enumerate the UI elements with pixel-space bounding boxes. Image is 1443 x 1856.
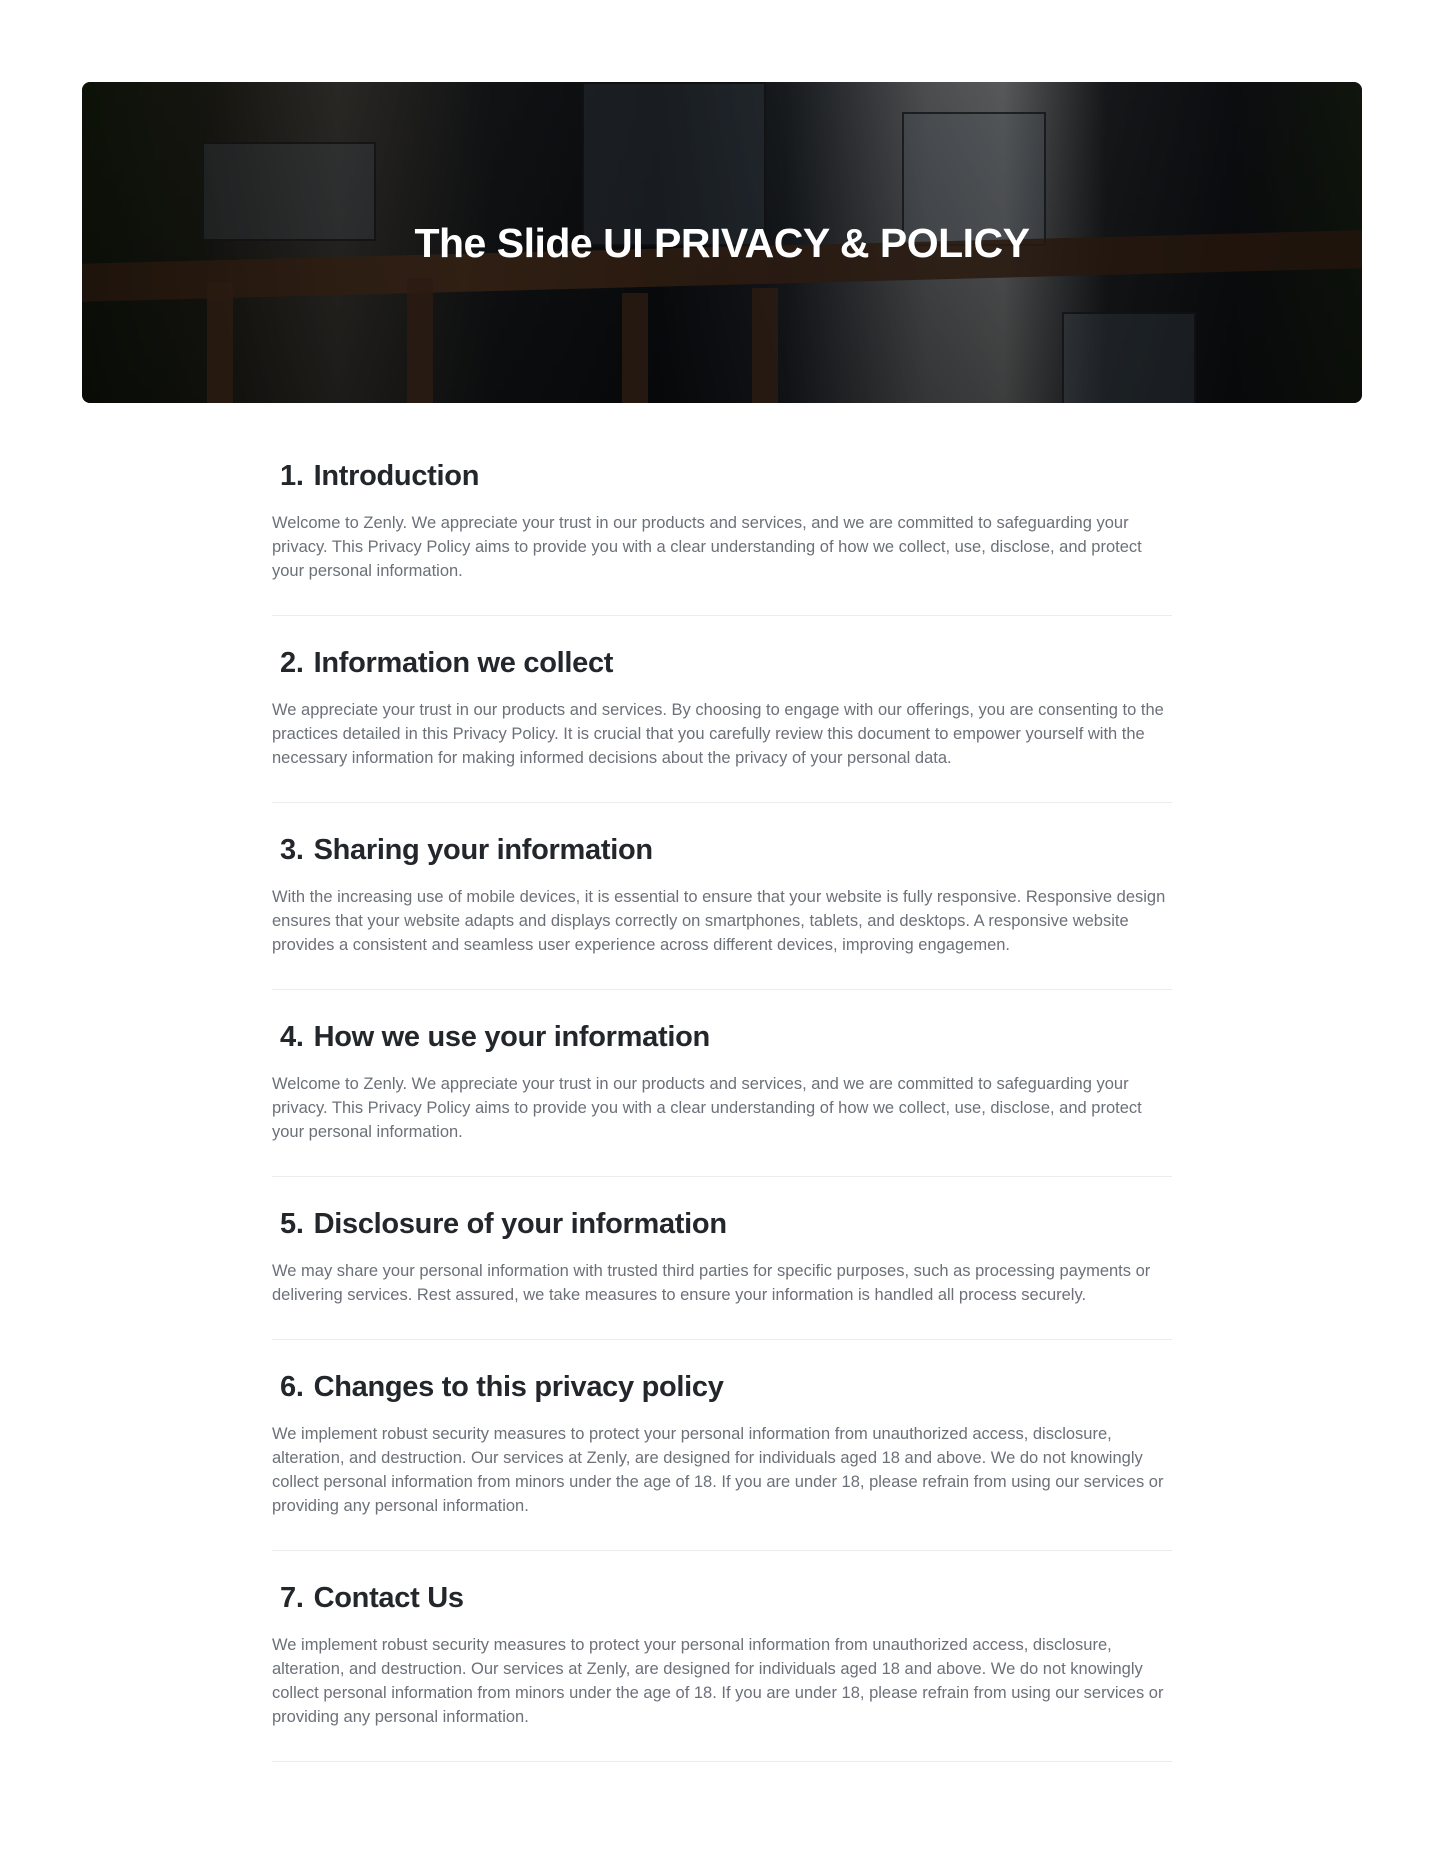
section-title: Changes to this privacy policy [313,1371,724,1403]
section-body: We implement robust security measures to protect your personal information from unauthorized access, disclosure, alteration, and destruction. Our services at Zenly, are designed for individuals aged 18 and above. We do not knowingly collect personal information from minors under the age of 18. If you are under 18, please refrain from using our services or providing any personal information. [272,1425,1164,1515]
section-title: Contact Us [313,1582,464,1614]
section-title: Sharing your information [313,834,653,866]
section-number: 3. [280,834,304,866]
policy-section-information-we-collect [272,647,1172,803]
section-number: 1. [280,460,304,492]
section-body: With the increasing use of mobile devices, it is essential to ensure that your website is fully responsive. Responsive design ensures that your website adapts and displays correctly on smartphones, tablets, and desktops. A responsive website provides a consistent and seamless user experience across different devices, improving engagemen. [272,888,1166,954]
section-title: How we use your information [313,1021,710,1053]
section-title: Introduction [313,460,480,492]
section-number: 6. [280,1371,304,1403]
page-title: The Slide UI PRIVACY & POLICY [414,220,1030,266]
section-heading [272,460,1172,493]
hero-banner [82,82,1362,403]
section-body: Welcome to Zenly. We appreciate your trust in our products and services, and we are committed to safeguarding your privacy. This Privacy Policy aims to provide you with a clear understanding of how we collect, use, disclose, and protect your personal information. [272,1075,1142,1141]
section-body: We may share your personal information with trusted third parties for specific purposes, such as processing payments or delivering services. Rest assured, we take measures to ensure your information is handled all process securely. [272,1262,1151,1304]
section-number: 4. [280,1021,304,1053]
policy-section-disclosure [272,1208,1172,1340]
policy-section-introduction [272,460,1172,616]
policy-section-sharing-your-information [272,834,1172,990]
policy-section-contact-us [272,1582,1172,1762]
policy-section-how-we-use [272,1021,1172,1177]
section-title: Information we collect [313,647,614,679]
section-number: 7. [280,1582,304,1614]
section-heading [272,1582,1172,1615]
policy-content [272,460,1172,1793]
section-heading [272,647,1172,680]
section-number: 5. [280,1208,304,1240]
section-heading [272,1208,1172,1241]
section-title: Disclosure of your information [313,1208,727,1240]
section-number: 2. [280,647,304,679]
section-heading [272,834,1172,867]
section-heading [272,1021,1172,1054]
policy-section-changes [272,1371,1172,1551]
section-body: We implement robust security measures to protect your personal information from unauthorized access, disclosure, alteration, and destruction. Our services at Zenly, are designed for individuals aged 18 and above. We do not knowingly collect personal information from minors under the age of 18. If you are under 18, please refrain from using our services or providing any personal information. [272,1636,1164,1726]
section-heading [272,1371,1172,1404]
section-body: Welcome to Zenly. We appreciate your trust in our products and services, and we are committed to safeguarding your privacy. This Privacy Policy aims to provide you with a clear understanding of how we collect, use, disclose, and protect your personal information. [272,514,1142,580]
section-body: We appreciate your trust in our products and services. By choosing to engage with our offerings, you are consenting to the practices detailed in this Privacy Policy. It is crucial that you carefully review this document to empower yourself with the necessary information for making informed decisions about the privacy of your personal data. [272,701,1164,767]
